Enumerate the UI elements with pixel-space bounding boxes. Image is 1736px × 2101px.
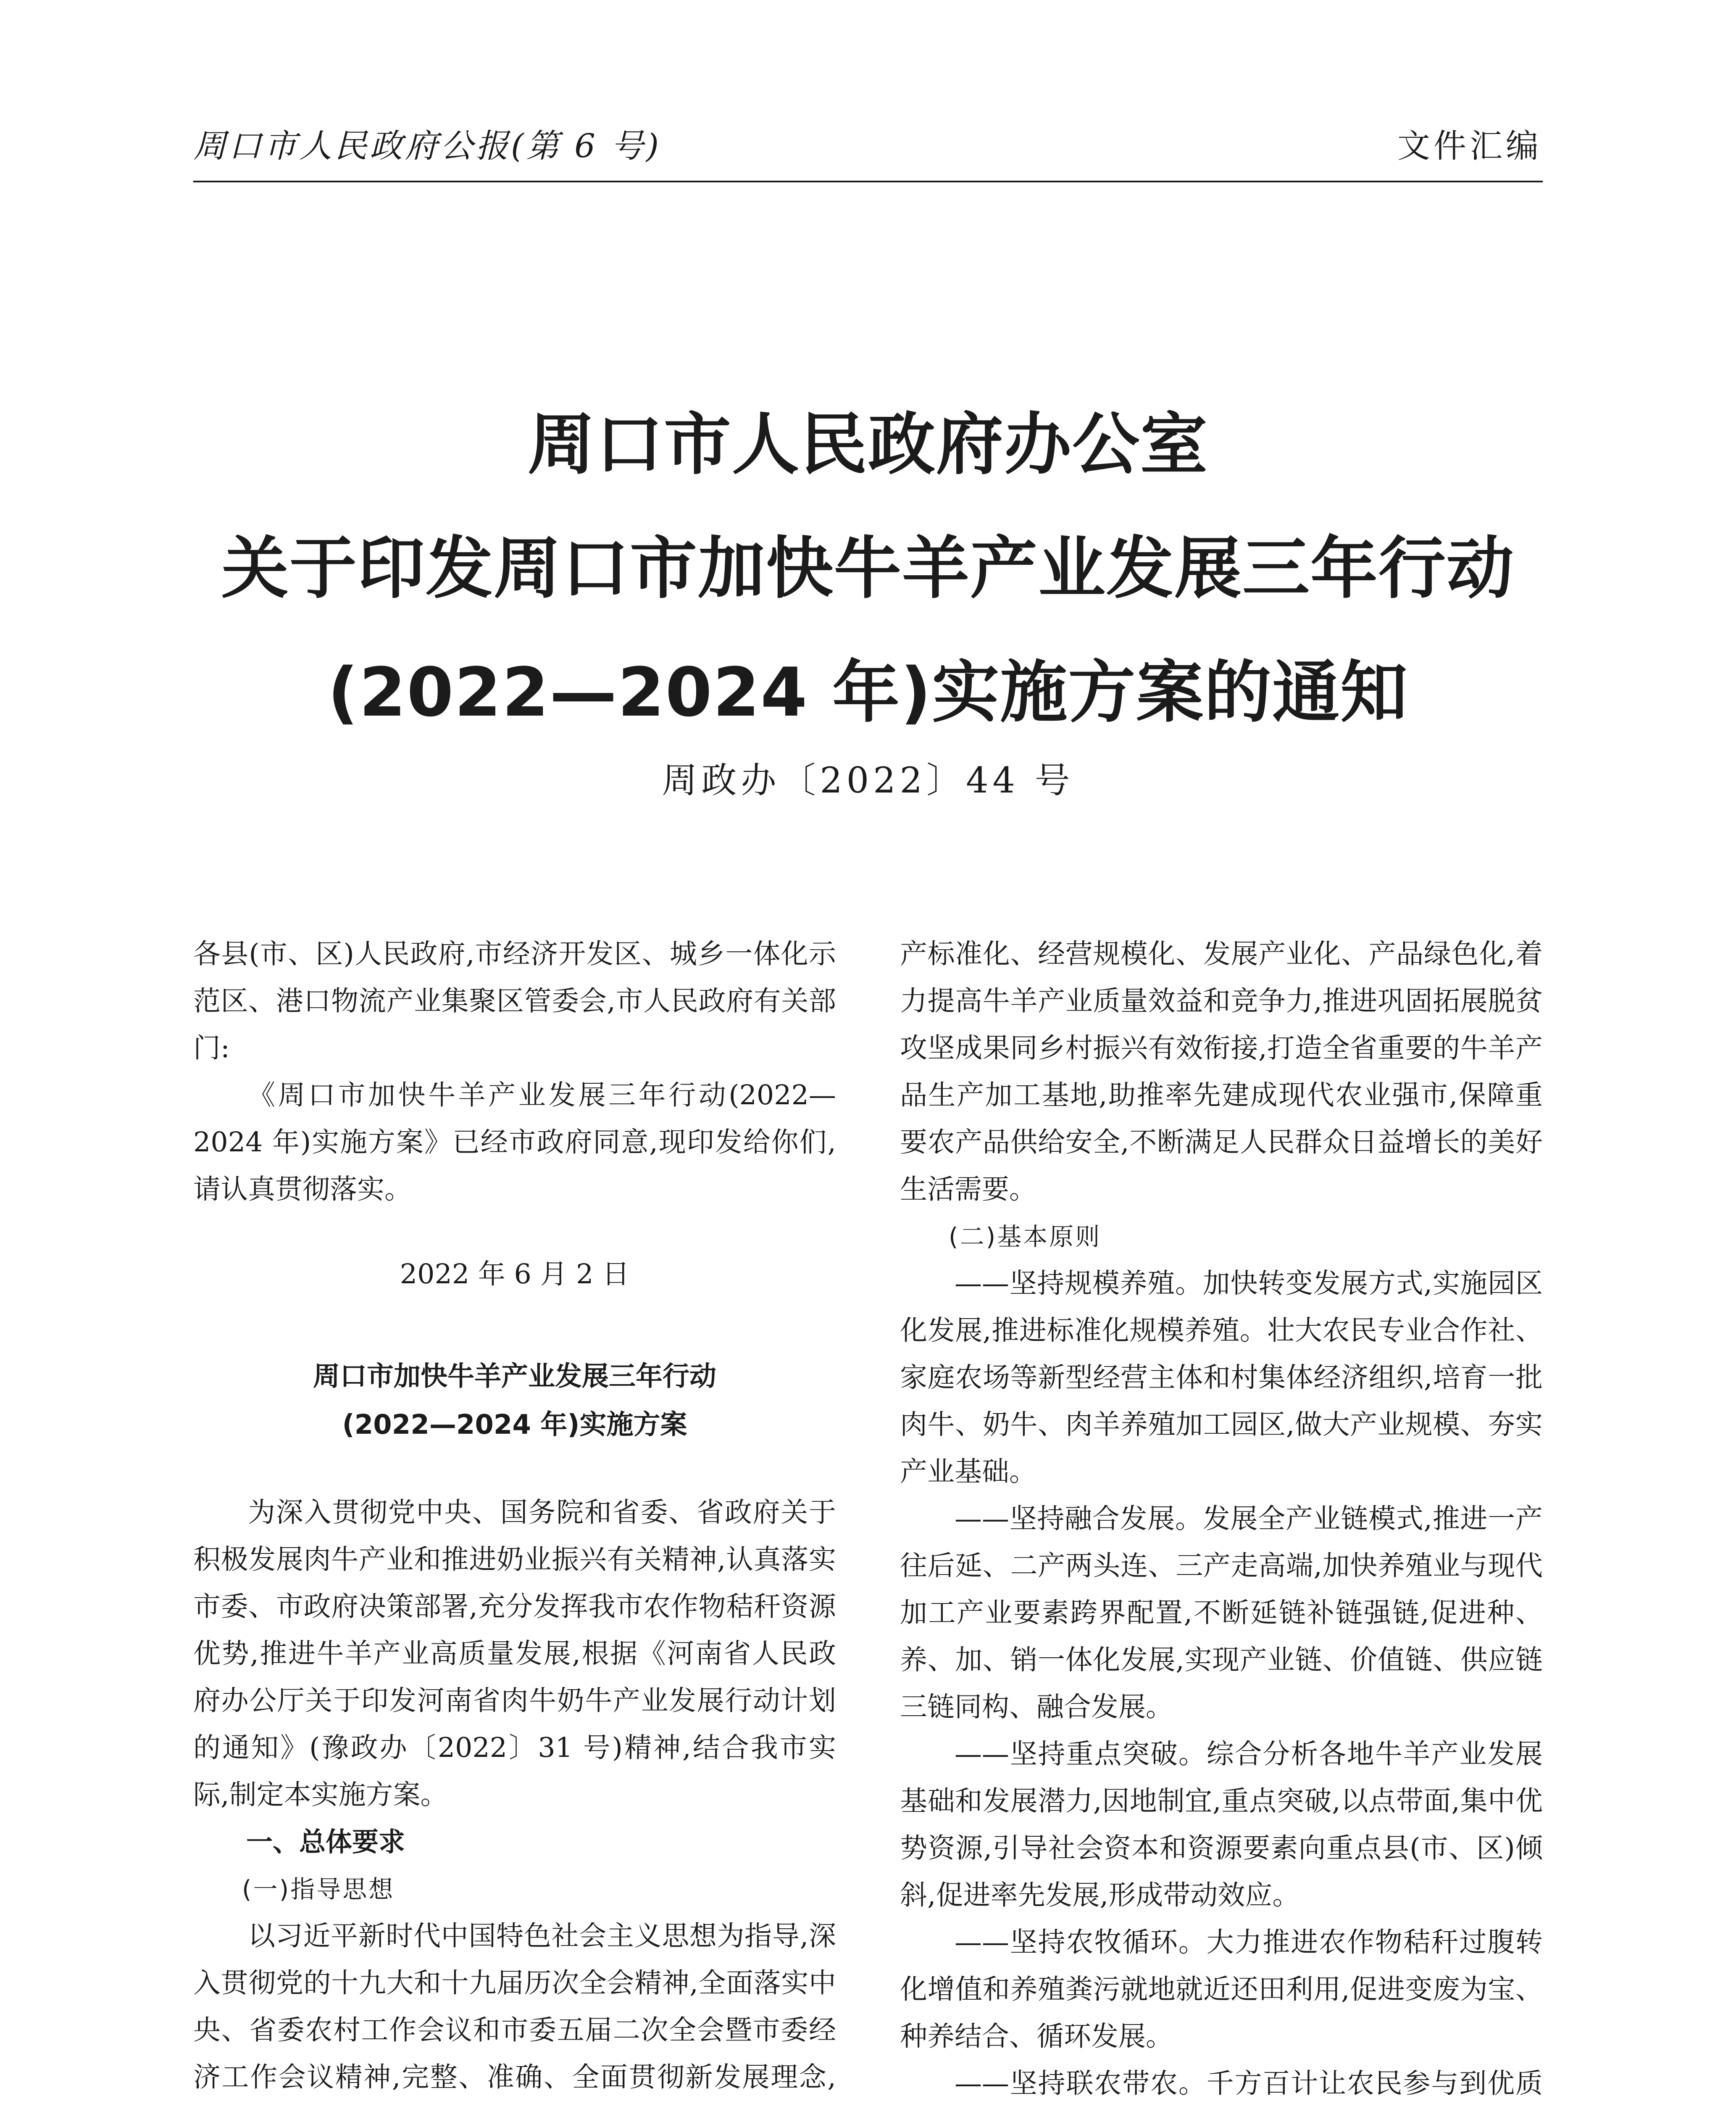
- document-number: 周政办〔2022〕44 号: [662, 760, 1074, 801]
- right-column: [900, 931, 1543, 2101]
- guiding-thought-continued: 产标准化、经营规模化、发展产业化、产品绿色化,着力提高牛羊产业质量效益和竞争力,推进巩固拓展脱贫攻坚成果同乡村振兴有效衔接,打造全省重要的牛羊产品生产加工基地,助推率先建成现代农业强市,保障重要农产品供给安全,不断满足人民群众日益增长的美好生活需要。: [900, 938, 1543, 1205]
- plan-title-line-2: (2022—2024 年)实施方案: [342, 1409, 687, 1440]
- left-column: [193, 931, 836, 2101]
- addressee-paragraph: 各县(市、区)人民政府,市经济开发区、城乡一体化示范区、港口物流产业集聚区管委会,市人民政府有关部门:: [193, 938, 836, 1064]
- subheading-guiding-thought: (一)指导思想: [242, 1875, 395, 1904]
- principle-farmer-linkage: ——坚持联农带农。千方百计让农民参与到优质: [955, 2068, 1543, 2099]
- plan-title-line-1: 周口市加快牛羊产业发展三年行动: [313, 1361, 716, 1392]
- guiding-thought-paragraph: 以习近平新时代中国特色社会主义思想为指导,深入贯彻党的十九大和十九届历次全会精神,全面落实中央、省委农村工作会议和市委五届二次全会暨市委经济工作会议精神,完整、准确、全面贯彻新发展理念,: [193, 1920, 836, 2093]
- section-heading-general-requirements: 一、总体要求: [246, 1827, 405, 1857]
- intro-paragraph: 为深入贯彻党中央、国务院和省委、省政府关于积极发展肉牛产业和推进奶业振兴有关精神,认真落实市委、市政府决策部署,充分发挥我市农作物秸秆资源优势,推进牛羊产业高质量发展,根据《河南省人民政府办公厅关于印发河南省肉牛奶牛产业发展行动计划的通知》(豫政办〔2022〕31 号)精神,结合我市实际,制定本实施方案。: [193, 1497, 836, 1811]
- principle-scale-farming: ——坚持规模养殖。加快转变发展方式,实施园区化发展,推进标准化规模养殖。壮大农民专业合作社、家庭农场等新型经营主体和村集体经济组织,培育一批肉牛、奶牛、肉羊养殖加工园区,做大产业规模、夯实产业基础。: [900, 1268, 1543, 1488]
- principle-key-breakthrough: ——坚持重点突破。综合分析各地牛羊产业发展基础和发展潜力,因地制宜,重点突破,以点带面,集中优势资源,引导社会资本和资源要素向重点县(市、区)倾斜,促进率先发展,形成带动效应。: [900, 1738, 1543, 1911]
- running-header-publication: 周口市人民政府公报(第 6 号): [193, 127, 662, 165]
- subheading-basic-principles: (二)基本原则: [949, 1222, 1102, 1251]
- title-line-1: 周口市人民政府办公室: [527, 405, 1208, 484]
- principle-crop-livestock-cycle: ——坚持农牧循环。大力推进农作物秸秆过腹转化增值和养殖粪污就地就近还田利用,促进变废为宝、种养结合、循环发展。: [900, 1927, 1543, 2052]
- document-title: [193, 382, 1543, 754]
- title-line-2: 关于印发周口市加快牛羊产业发展三年行动: [221, 529, 1515, 608]
- principle-integrated-development: ——坚持融合发展。发展全产业链模式,推进一产往后延、二产两头连、三产走高端,加快养殖业与现代加工产业要素跨界配置,不断延链补链强链,促进种、养、加、销一体化发展,实现产业链、价值链、供应链三链同构、融合发展。: [900, 1503, 1543, 1723]
- issue-date: 2022 年 6 月 2 日: [400, 1258, 630, 1290]
- title-line-3: (2022—2024 年)实施方案的通知: [327, 653, 1409, 732]
- notice-paragraph: 《周口市加快牛羊产业发展三年行动(2022—2024 年)实施方案》已经市政府同意,现印发给你们,请认真贯彻落实。: [193, 1079, 836, 1205]
- header-divider: [193, 181, 1543, 182]
- running-header-section: 文件汇编: [1397, 127, 1542, 165]
